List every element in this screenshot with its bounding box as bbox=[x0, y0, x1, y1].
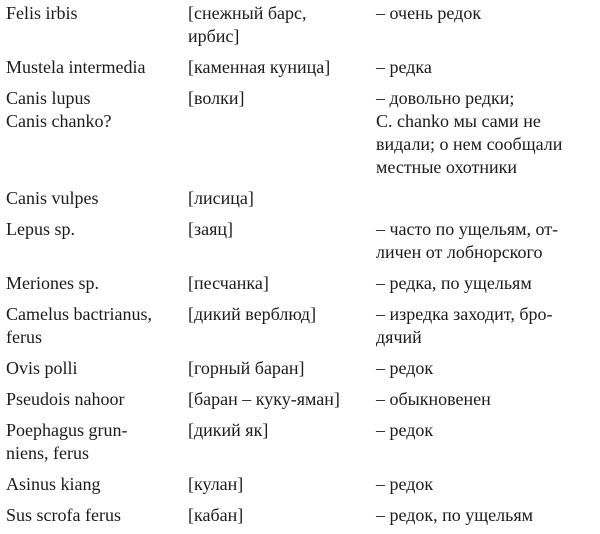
latin-name-cell bbox=[0, 218, 188, 241]
latin-name-line: Meriones sp. bbox=[6, 273, 99, 293]
table-row bbox=[0, 419, 600, 465]
latin-name-line: Sus scrofa ferus bbox=[6, 505, 121, 525]
note-line: – редок bbox=[376, 474, 434, 494]
latin-name-line: Canis vulpes bbox=[6, 188, 99, 208]
note-cell bbox=[376, 272, 600, 295]
note-line: – довольно редки; bbox=[376, 88, 515, 108]
latin-name-cell bbox=[0, 388, 188, 411]
latin-name-cell bbox=[0, 56, 188, 79]
russian-name-line: [дикий як] bbox=[188, 420, 269, 440]
note-cell bbox=[376, 218, 600, 264]
note-cell bbox=[376, 357, 600, 380]
note-cell bbox=[376, 419, 600, 442]
note-cell bbox=[376, 56, 600, 79]
russian-name-cell bbox=[188, 473, 376, 496]
russian-name-line: [каменная куница] bbox=[188, 57, 331, 77]
note-cell bbox=[376, 388, 600, 411]
table-row bbox=[0, 303, 600, 349]
note-line: дячий bbox=[376, 327, 422, 347]
russian-name-line: [кабан] bbox=[188, 505, 244, 525]
note-cell bbox=[376, 504, 600, 527]
latin-name-cell bbox=[0, 473, 188, 496]
latin-name-cell bbox=[0, 187, 188, 210]
latin-name-cell bbox=[0, 2, 188, 25]
russian-name-line: [снежный барс, bbox=[188, 3, 307, 23]
russian-name-line: [кулан] bbox=[188, 474, 244, 494]
latin-name-line: Felis irbis bbox=[6, 3, 78, 23]
note-line: – часто по ущельям, от- bbox=[376, 219, 559, 239]
note-cell bbox=[376, 303, 600, 349]
latin-name-line: Canis lupus bbox=[6, 88, 91, 108]
russian-name-cell bbox=[188, 388, 376, 411]
latin-name-line: Mustela intermedia bbox=[6, 57, 146, 77]
russian-name-line: [дикий верблюд] bbox=[188, 304, 317, 324]
note-line: личен от лобнорского bbox=[376, 242, 543, 262]
latin-name-line: Lepus sp. bbox=[6, 219, 75, 239]
latin-name-cell bbox=[0, 504, 188, 527]
table-row bbox=[0, 2, 600, 48]
note-line: местные охотники bbox=[376, 157, 518, 177]
latin-name-line: Ovis polli bbox=[6, 358, 78, 378]
latin-name-line: Camelus bactrianus, bbox=[6, 304, 152, 324]
latin-name-cell bbox=[0, 419, 188, 465]
russian-name-line: [лисица] bbox=[188, 188, 254, 208]
note-cell bbox=[376, 87, 600, 179]
table-row bbox=[0, 388, 600, 411]
latin-name-cell bbox=[0, 357, 188, 380]
russian-name-cell bbox=[188, 187, 376, 210]
note-line: – обыкновенен bbox=[376, 389, 491, 409]
note-line: – редка, по ущельям bbox=[376, 273, 532, 293]
latin-name-cell bbox=[0, 87, 188, 133]
russian-name-line: ирбис] bbox=[188, 26, 240, 46]
russian-name-cell bbox=[188, 419, 376, 442]
russian-name-cell bbox=[188, 272, 376, 295]
table-row bbox=[0, 504, 600, 527]
latin-name-cell bbox=[0, 272, 188, 295]
latin-name-line: Poephagus grun- bbox=[6, 420, 128, 440]
latin-name-line: Pseudois nahoor bbox=[6, 389, 125, 409]
russian-name-line: [волки] bbox=[188, 88, 245, 108]
russian-name-cell bbox=[188, 303, 376, 326]
latin-name-line: Asinus kiang bbox=[6, 474, 101, 494]
table-row bbox=[0, 272, 600, 295]
note-line: – редок, по ущельям bbox=[376, 505, 533, 525]
russian-name-cell bbox=[188, 218, 376, 241]
latin-name-line: niens, ferus bbox=[6, 443, 89, 463]
russian-name-cell bbox=[188, 357, 376, 380]
latin-name-line: ferus bbox=[6, 327, 42, 347]
table-row bbox=[0, 87, 600, 179]
russian-name-line: [заяц] bbox=[188, 219, 233, 239]
note-cell bbox=[376, 2, 600, 25]
table-row bbox=[0, 357, 600, 380]
russian-name-line: [песчанка] bbox=[188, 273, 269, 293]
note-line: – редка bbox=[376, 57, 432, 77]
russian-name-cell bbox=[188, 504, 376, 527]
note-line: – изредка заходит, бро- bbox=[376, 304, 553, 324]
table-row bbox=[0, 218, 600, 264]
table-row bbox=[0, 473, 600, 496]
latin-name-cell bbox=[0, 303, 188, 349]
russian-name-line: [горный баран] bbox=[188, 358, 305, 378]
table-row bbox=[0, 187, 600, 210]
note-line: – редок bbox=[376, 420, 434, 440]
note-line: – очень редок bbox=[376, 3, 482, 23]
latin-name-line: Canis chanko? bbox=[6, 111, 112, 131]
note-line: видали; о нем сообщали bbox=[376, 134, 563, 154]
russian-name-cell bbox=[188, 87, 376, 110]
table-row bbox=[0, 56, 600, 79]
note-cell bbox=[376, 473, 600, 496]
russian-name-cell bbox=[188, 2, 376, 48]
russian-name-line: [баран – куку-яман] bbox=[188, 389, 340, 409]
note-line: – редок bbox=[376, 358, 434, 378]
russian-name-cell bbox=[188, 56, 376, 79]
note-line: C. chanko мы сами не bbox=[376, 111, 541, 131]
